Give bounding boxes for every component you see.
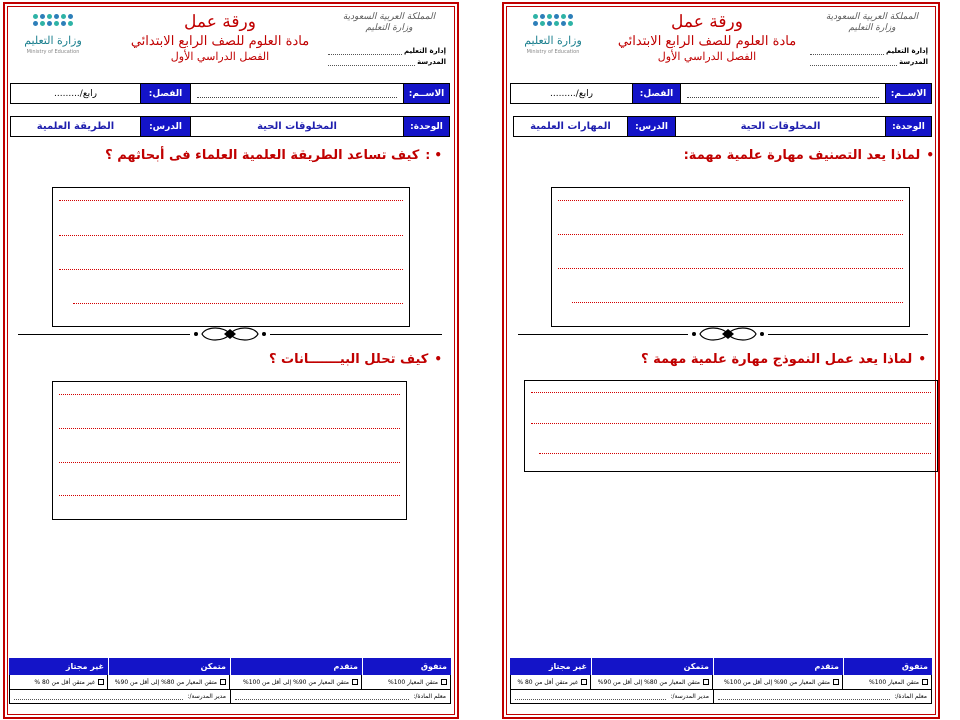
lesson-value: المهارات العلمية — [530, 121, 611, 132]
separator-line — [768, 334, 928, 335]
worksheet-title: ورقة عمل — [671, 12, 743, 32]
checkbox-icon[interactable] — [922, 679, 928, 685]
checkbox-icon[interactable] — [441, 679, 447, 685]
unit-value: المخلوقات الحية — [675, 117, 885, 136]
kingdom-line: المملكة العربية السعودية — [825, 12, 919, 22]
rubric-header: متقدم — [713, 658, 843, 675]
school-field[interactable] — [328, 59, 415, 66]
unit-lesson-row — [513, 116, 932, 137]
ministry-line: وزارة التعليم — [848, 23, 896, 33]
rubric-cell[interactable]: متقن المعيار من 80% إلى أقل من 90% — [590, 675, 712, 689]
rubric-table — [510, 658, 932, 704]
admin-lines — [328, 44, 446, 66]
class-field[interactable]: رابع/......... — [54, 88, 97, 99]
logo-dots-icon — [518, 14, 588, 19]
lesson-label: الدرس: — [140, 117, 190, 136]
ministry-logo — [18, 12, 88, 70]
checkbox-icon[interactable] — [352, 679, 358, 685]
rubric-cell[interactable]: متقن المعيار 100% — [842, 675, 931, 689]
name-label: الاســم: — [403, 84, 449, 103]
admin-label: إدارة التعليم — [403, 47, 446, 55]
unit-value: المخلوقات الحية — [190, 117, 403, 136]
ministry-line: وزارة التعليم — [365, 23, 413, 33]
bullet-icon: • — [918, 352, 926, 366]
kingdom-line: المملكة العربية السعودية — [342, 12, 436, 22]
bullet-icon: • — [434, 352, 442, 366]
title-block — [100, 12, 340, 64]
title-block — [592, 12, 822, 64]
question-1 — [105, 148, 442, 163]
admin-lines — [810, 44, 928, 66]
ministry-name-en: Ministry of Education — [526, 49, 580, 55]
class-label: الفصل: — [632, 84, 680, 103]
checkbox-icon[interactable] — [581, 679, 587, 685]
name-label: الاســم: — [885, 84, 931, 103]
principal-signature[interactable]: مدير المدرسة/: — [9, 690, 230, 704]
term-line: الفصل الدراسي الأول — [657, 50, 757, 63]
rubric-header: غير مجتاز — [510, 658, 591, 675]
name-field[interactable] — [190, 84, 403, 103]
separator-line — [18, 334, 190, 335]
kingdom-calligraphy-logo — [818, 12, 926, 46]
ministry-name-ar: وزارة التعليم — [24, 34, 82, 47]
subject-line: مادة العلوم للصف الرابع الابتدائي — [130, 34, 310, 49]
rubric-cell[interactable]: متقن المعيار من 90% إلى أقل من 100% — [229, 675, 361, 689]
teacher-signature[interactable]: معلم المادة/: — [230, 690, 451, 704]
rubric-cell[interactable]: غير متقن أقل من 80 % — [10, 675, 107, 689]
checkbox-icon[interactable] — [833, 679, 839, 685]
ministry-logo — [518, 12, 588, 70]
term-line: الفصل الدراسي الأول — [170, 50, 270, 63]
rubric-cell[interactable]: غير متقن أقل من 80 % — [511, 675, 590, 689]
question-2-text: كيف تحلل البيـــــــانات ؟ — [268, 352, 429, 367]
question-2-text: لماذا يعد عمل النموذج مهارة علمية مهمة ؟ — [641, 352, 913, 367]
teacher-signature[interactable]: معلم المادة/: — [713, 690, 932, 704]
unit-label: الوحدة: — [885, 117, 931, 136]
worksheet-right — [480, 0, 960, 720]
ornament-icon — [684, 325, 772, 343]
answer-box-2[interactable] — [524, 380, 938, 472]
bullet-icon: • : — [425, 148, 442, 162]
class-label: الفصل: — [140, 84, 190, 103]
unit-label: الوحدة: — [403, 117, 449, 136]
checkbox-icon[interactable] — [220, 679, 226, 685]
separator-line — [270, 334, 442, 335]
school-label: المدرسة — [899, 58, 928, 66]
admin-field[interactable] — [810, 48, 884, 55]
kingdom-calligraphy-logo — [335, 12, 443, 46]
answer-box-1[interactable] — [52, 187, 410, 327]
rubric-cell[interactable]: متقن المعيار من 80% إلى أقل من 90% — [107, 675, 229, 689]
question-1-text: كيف تساعد الطريقة العلمية العلماء فى أبحاثهم ؟ — [105, 148, 420, 163]
rubric-header: غير مجتاز — [9, 658, 108, 675]
school-label: المدرسة — [417, 58, 446, 66]
bullet-icon: • — [926, 148, 934, 162]
answer-box-2[interactable] — [52, 381, 407, 520]
lesson-label: الدرس: — [627, 117, 675, 136]
principal-signature[interactable]: مدير المدرسة/: — [510, 690, 713, 704]
admin-label: إدارة التعليم — [885, 47, 928, 55]
subject-line: مادة العلوم للصف الرابع الابتدائي — [617, 34, 797, 49]
ornament-icon — [186, 325, 274, 343]
logo-dots-icon — [18, 14, 88, 19]
school-field[interactable] — [810, 59, 897, 66]
lesson-value: الطريقة العلمية — [36, 121, 115, 132]
separator-line — [518, 334, 688, 335]
answer-box-1[interactable] — [551, 187, 910, 327]
unit-lesson-row — [10, 116, 450, 137]
checkbox-icon[interactable] — [703, 679, 709, 685]
rubric-header: متمكن — [108, 658, 230, 675]
rubric-cell[interactable]: متقن المعيار من 90% إلى أقل من 100% — [712, 675, 842, 689]
question-1 — [684, 148, 934, 163]
rubric-table — [9, 658, 451, 704]
name-field[interactable] — [680, 84, 885, 103]
rubric-header: متفوق — [843, 658, 932, 675]
ministry-name-ar: وزارة التعليم — [524, 34, 582, 47]
rubric-cell[interactable]: متقن المعيار 100% — [361, 675, 450, 689]
name-class-row — [10, 83, 450, 104]
ministry-name-en: Ministry of Education — [26, 49, 80, 55]
question-2 — [641, 352, 926, 367]
question-2 — [269, 352, 442, 367]
worksheet-title: ورقة عمل — [184, 12, 256, 32]
question-1-text: لماذا يعد التصنيف مهارة علمية مهمة: — [683, 148, 921, 163]
class-field[interactable]: رابع/......... — [550, 88, 593, 99]
rubric-header: متفوق — [362, 658, 451, 675]
rubric-header: متمكن — [591, 658, 713, 675]
rubric-header: متقدم — [230, 658, 362, 675]
admin-field[interactable] — [328, 48, 402, 55]
name-class-row — [510, 83, 932, 104]
checkbox-icon[interactable] — [98, 679, 104, 685]
